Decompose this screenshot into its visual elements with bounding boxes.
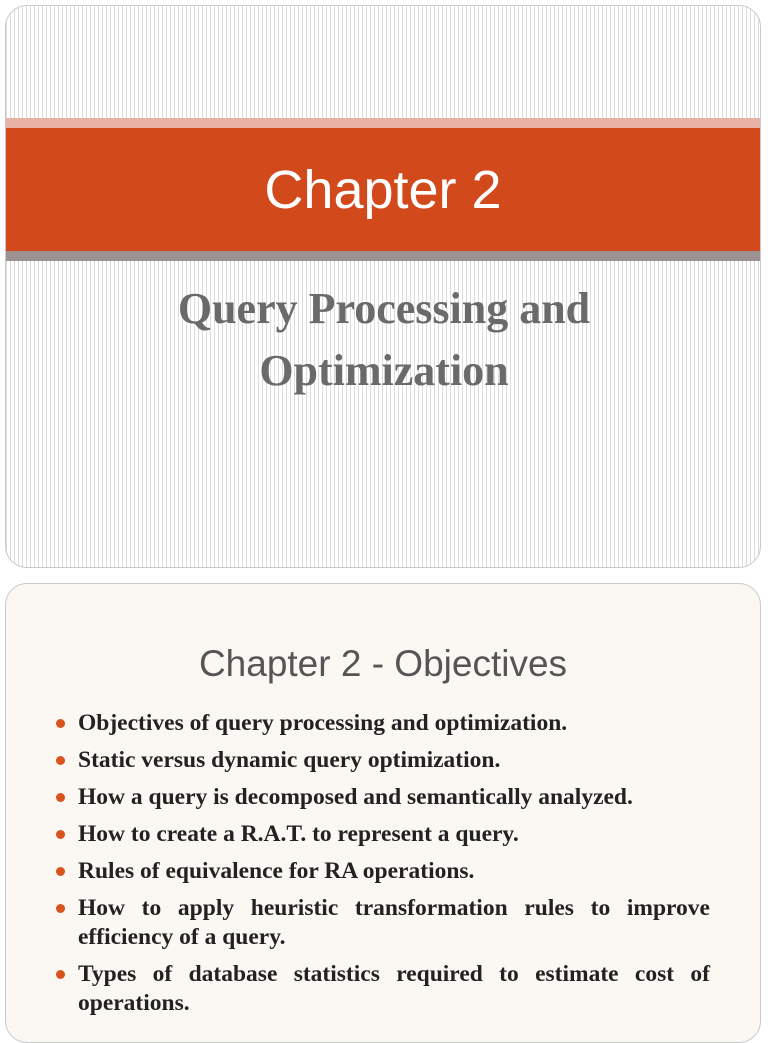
- subtitle-line-1: Query Processing and: [177, 284, 591, 333]
- bullet-text: Static versus dynamic query optimization.: [78, 747, 501, 773]
- bullet-dot-icon: [56, 830, 65, 839]
- bullet-dot-icon: [56, 867, 65, 876]
- list-item: [54, 783, 710, 812]
- bullet-dot-icon: [56, 793, 65, 802]
- bullet-text: Objectives of query processing and optimization.: [78, 710, 568, 736]
- list-item: [54, 746, 710, 775]
- bullet-dot-icon: [56, 904, 65, 913]
- bullet-text: How to apply heuristic transformation rules to improve efficiency of a query.: [78, 895, 710, 950]
- list-item: [54, 960, 710, 1018]
- bullet-text: How to create a R.A.T. to represent a query.: [78, 821, 519, 847]
- title-slide: [5, 5, 761, 568]
- bullet-dot-icon: [56, 970, 65, 979]
- subtitle-line-2: Optimization: [259, 346, 509, 395]
- objectives-title: Chapter 2 - Objectives: [198, 643, 568, 684]
- objectives-list: [54, 709, 710, 1026]
- slide-title: Chapter 2: [264, 160, 502, 220]
- bullet-text: Types of database statistics required to estimate cost of operations.: [78, 961, 710, 1016]
- title-band-top-stripe: [6, 118, 760, 128]
- title-band-bottom-stripe: [6, 251, 760, 261]
- objectives-slide: [5, 583, 761, 1043]
- bullet-text: Rules of equivalence for RA operations.: [78, 858, 475, 884]
- list-item: [54, 820, 710, 849]
- slide-subtitle: [66, 278, 702, 402]
- bullet-text: How a query is decomposed and semantically analyzed.: [78, 784, 633, 810]
- list-item: [54, 857, 710, 886]
- bullet-dot-icon: [56, 756, 65, 765]
- list-item: [54, 709, 710, 738]
- list-item: [54, 894, 710, 952]
- bullet-dot-icon: [56, 719, 65, 728]
